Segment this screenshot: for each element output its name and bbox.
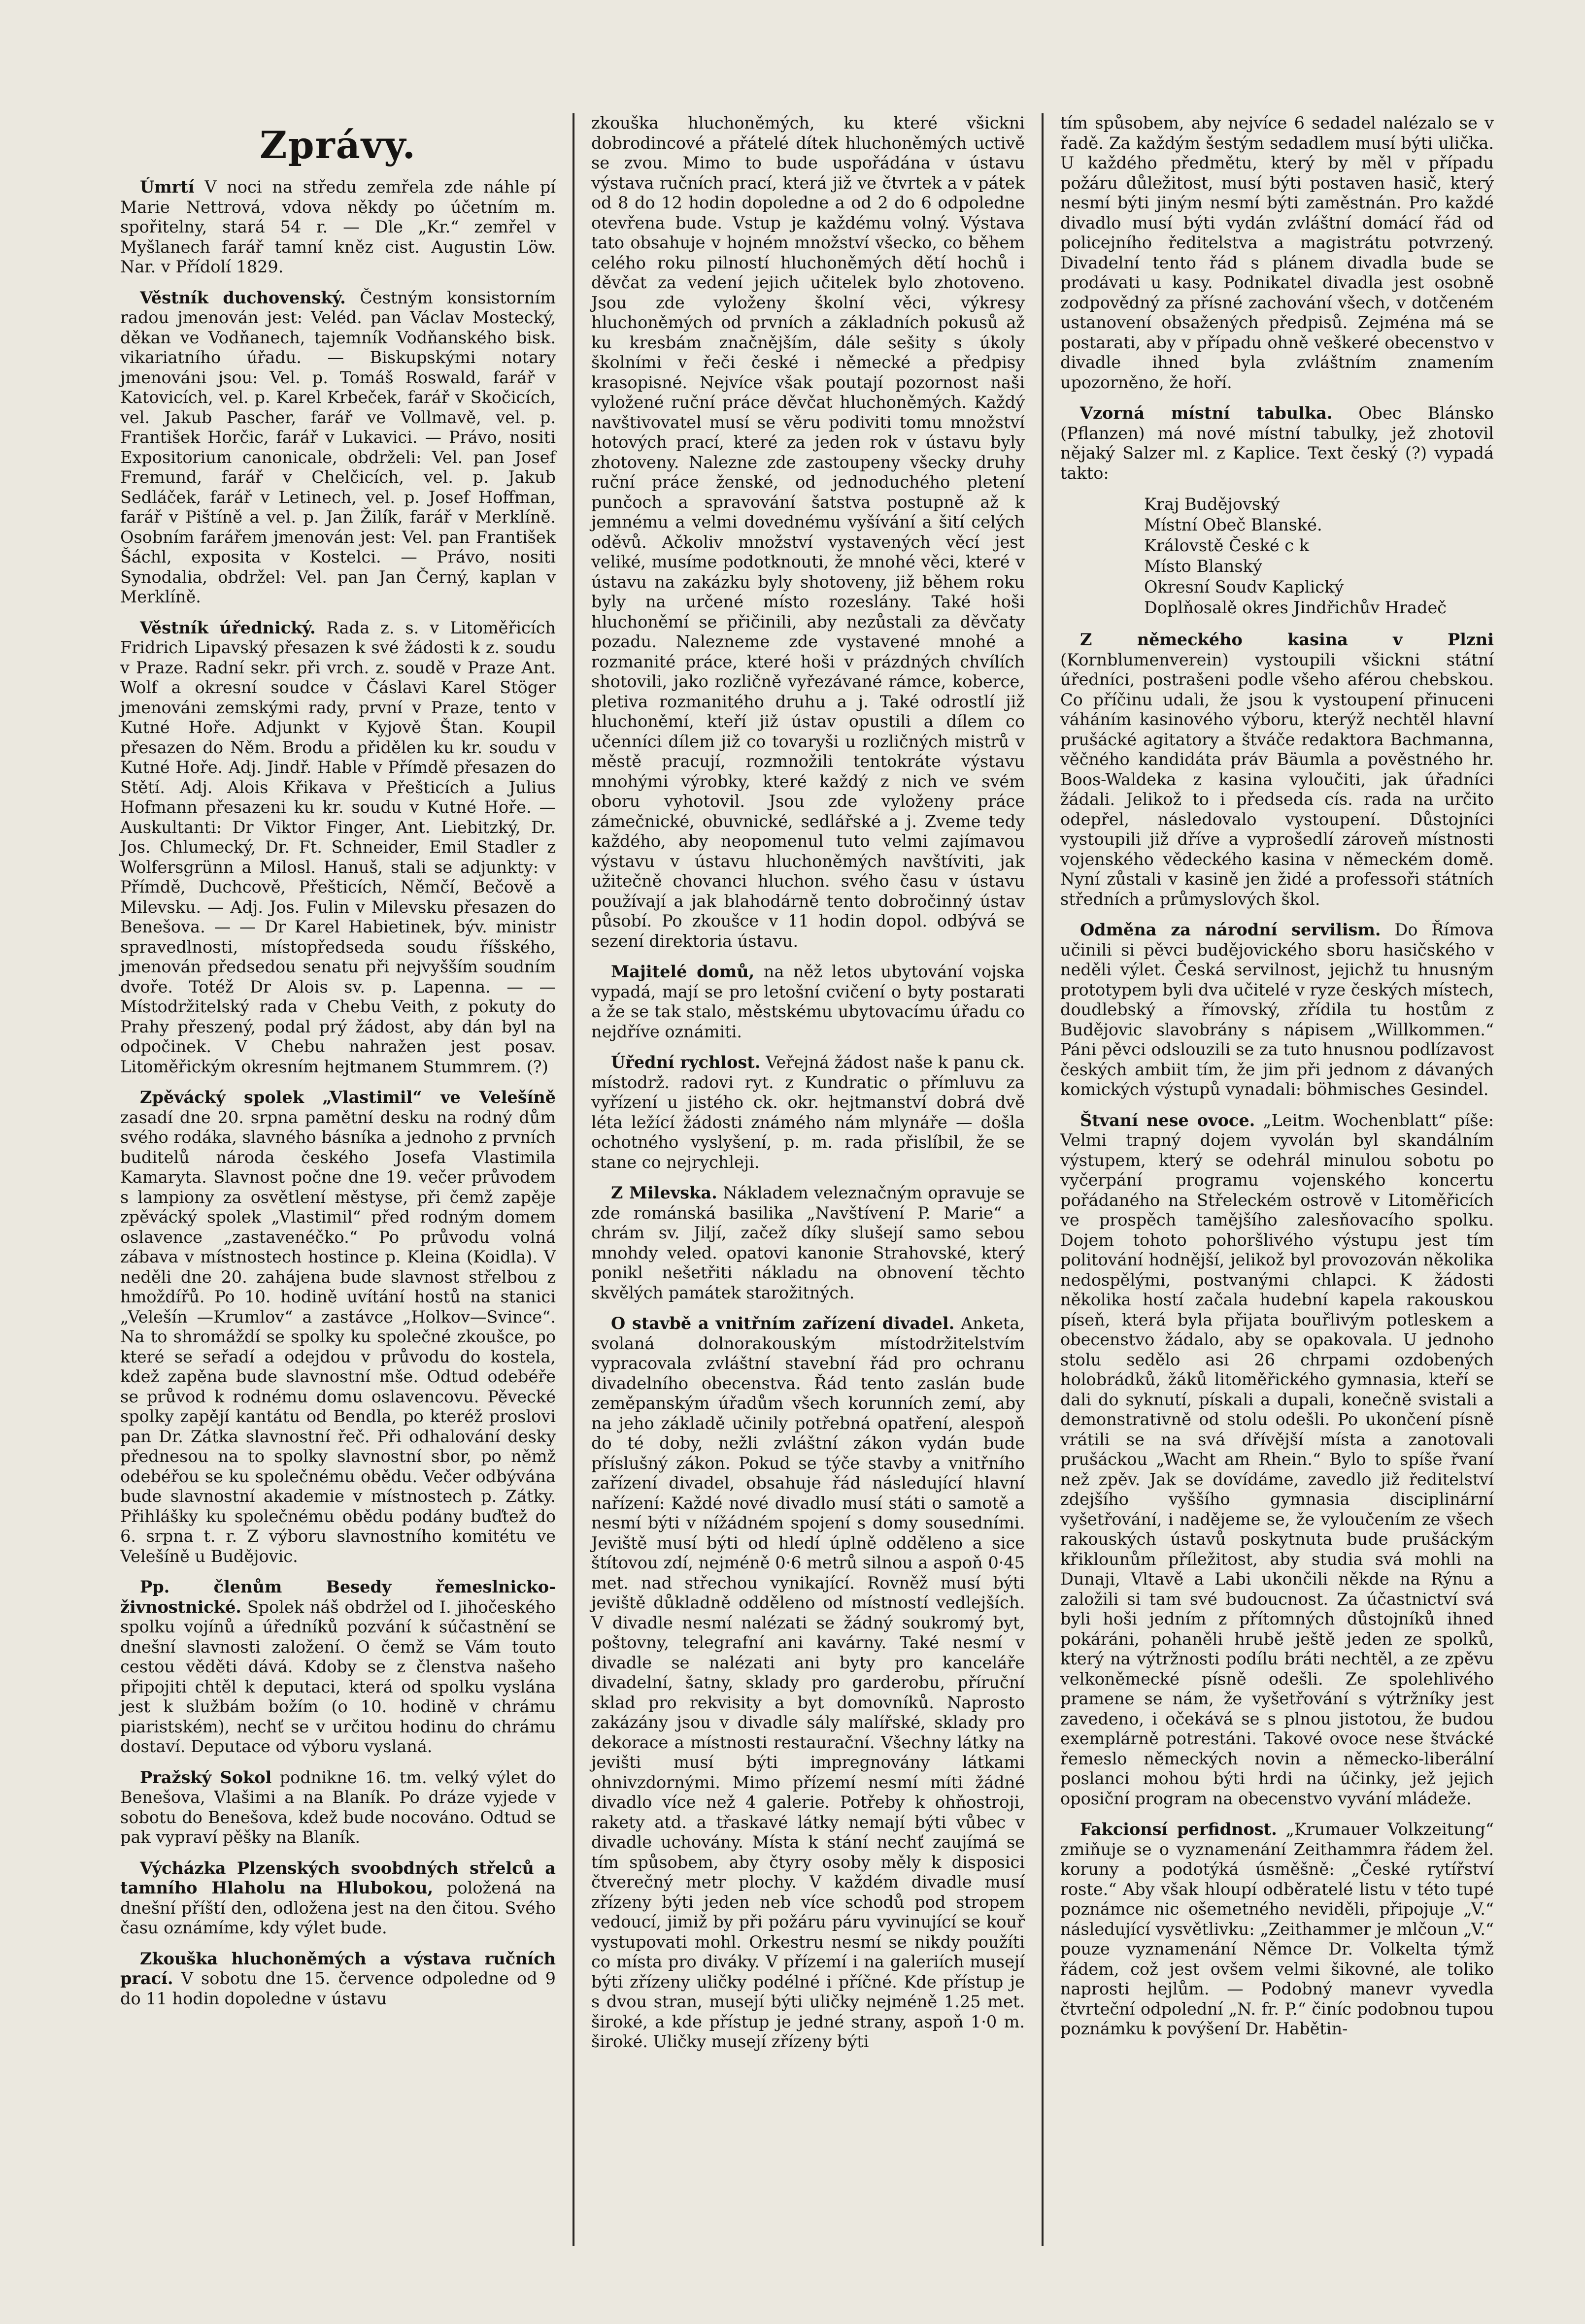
article-text: podnikne 16. tm. velký výlet do Benešova, Vlašimi a na Blaník. Po dráze vyjede v sobotu do Benešova, kdež bude nocováno. Odtud se pak vypraví pěšky na Blaník.	[120, 1767, 556, 1847]
sign-text-block	[1144, 494, 1494, 618]
article-heading: Zkouška hluchoněmých a výstava ručních prací.	[120, 1949, 556, 1988]
article-text: „Krumauer Volkzeitung“ zmiňuje se o vyznamenání Zeithammra řádem žel. koruny a podotýká úsměšně: „České rytířství roste.“ Aby však hloupí odběratelé listu v této tupé poznámce nic ošemetného neviděli, připojuje „V.“ následující vysvětlivku: „Zeithammer je mlčoun „V.“ pouze vyznamenání Němce Dr. Volkelta týmž řádem, což jest ovšem velmi šikovné, ale toliko naprosti hejlům. — Podobný manevr vyvedla čtvrteční odpolední „N. fr. P.“ činíc podobnou tupou poznámku k povýšení Dr. Habětin-	[1060, 1820, 1494, 2038]
column-3	[1042, 113, 1511, 2246]
article-text: V sobotu dne 15. července odpoledne od 9 do 11 hodin dopoledne v ústavu	[120, 1969, 556, 2008]
article-heading: Úmrtí	[140, 177, 195, 197]
article-heading: O stavbě a vnitřním zařízení divadel.	[611, 1314, 955, 1333]
article-paragraph	[591, 1314, 1025, 2052]
article-text: na něž letos ubytování vojska vypadá, mají se pro letošní cvičení o byty postarati a že se tak stalo, městskému ubytovacímu úřadu co nejdříve oznámiti.	[591, 962, 1025, 1041]
article-text: Spolek náš obdržel od I. jihočeského spolku vojínů a úředníků pozvání k súčastnění se dnešní slavnosti založení. O čemž se Vám touto cestou věděti dává. Kdoby se z členstva našeho připojiti chtěl k deputaci, která od spolku vyslána jest k službám božím (o 10. hodině v chrámu piaristském), nechť se v určitou hodinu do chrámu dostaví. Deputace od výboru vyslaná.	[120, 1597, 556, 1756]
article-paragraph	[591, 962, 1025, 1042]
article-text: Čestným konsistorním radou jmenován jest: Veléd. pan Václav Mostecký, děkan ve Vodňanech, tajemník Vodňanského bisk. vikariatního úřadu. — Biskupskými notary jmenováni jsou: Vel. p. Tomáš Roswald, farář v Katovicích, vel. p. Karel Krbeček, farář v Skočicích, vel. Jakub Pascher, farář ve Vollmavě, vel. p. František Horčic, farář v Lukavici. — Právo, nositi Expositorium canonicale, obdrželi: Vel. pan Josef Fremund, farář v Chelčicích, vel. p. Jakub Sedláček, farář v Letinech, vel. p. Josef Hoffman, farář v Pištíně a vel. p. Jan Žilík, farář v Merklíně. Osobním farářem jmenován jest: Vel. pan František Šáchl, exposita v Kostelci. — Právo, nositi Synodalia, obdržel: Vel. pan Jan Černý, kaplan v Merklíně.	[120, 288, 556, 606]
sign-text-line: Doplňosalě okres Jindřichův Hradeč	[1144, 598, 1447, 617]
article-text: tím spůsobem, aby nejvíce 6 sedadel nalézalo se v řadě. Za každým šestým sedadlem musí býti ulička. U každého předmětu, který by měl v případu požáru důležitost, musí býti postaven hasič, který nesmí býti jiným nesmí býti zaměstnán. Pro každé divadlo musí býti vydán zvláštní domácí řád od policejního ředitelstva a magistrátu potvrzený. Divadelní tento řád s plánem divadla bude se prodávati u kasy. Podnikatel divadla jest osobně zodpovědný za přísné zachování všech, v dotčeném ustanovení obsažených předpisů. Zejména má se postarati, aby v případu ohně veškeré obecenstvo v divadle ihned byla zvláštním znamením upozorněno, že hoří.	[1060, 113, 1494, 392]
article-text: zkouška hluchoněmých, ku které všickni dobrodincové a přátelé dítek hluchoněmých uctivě se zvou. Mimo to bude uspořádána v ústavu výstava ručních prací, která již ve čtvrtek a v pátek od 8 do 12 hodin dopoledne a od 2 do 6 odpoledne otevřena bude. Vstup je každému volný. Výstava tato obsahuje v hojném množství všecko, co během celého roku pilností hluchoněmých dětí hochů i děvčat za vedení jejich učitelek bylo zhotoveno. Jsou zde vyloženy školní věci, výkresy hluchoněmých od prvních a základních pokusů až ku kresbám značnějším, dále sešity s úkoly školními v řeči české i německé a předpisy krasopisné. Nejvíce však poutají pozornost naši vyložené ruční práce děvčat hluchoněmých. Každý navštivovatel musí se věru podiviti tomu množství hotových prací, které za jeden rok v ústavu byly zhotoveny. Nalezne zde zastoupeny všecky druhy ruční práce ženské, od jednoduchého pletení punčoch a spravování šatstva postupně až k jemnému a velmi dovednému vyšívání a šití celých oděvů. Ačkoliv množství vystavených věcí jest veliké, musíme podotknouti, že mnohé věci, které v ústavu na zakázku byly shotoveny, již během roku byly na určené místo rozeslány. Také hoši hluchoněmí se přičinili, aby nezůstali za děvčaty pozadu. Nalezneme zde vystavené mnohé a rozmanité práce, které hoši v prázdných chvílích shotovili, jako rozličně vyřezávané rámce, koberce, pletiva rozmanitého druhu a j. Také odrostlí již hluchoněmí, kteří již ústav opustili a dílem co učenníci dílem již co tovaryši u rozličných mistrů v městě pracují, rozmnožili tentokráte výstavu mnohými výrobky, které každý z nich ve svém oboru vyhotovil. Jsou zde vyloženy práce zámečnické, obuvnické, sedlářské a j. Zveme tedy každého, aby neopomenul tuto velmi zajímavou výstavu v ústavu hluchoněmých navštíviti, jak užitečně chovanci hluchon. svého času v ústavu používají a jak blahodárně tento dobročinný ústav působí. Po zkoušce v 11 hodin dopol. odbývá se sezení direktoria ústavu.	[591, 113, 1025, 951]
article-paragraph	[120, 1859, 556, 1938]
article-text: Nákladem veleznačným opravuje se zde románská basilika „Navštívení P. Marie“ a chrám sv. Jiljí, začež díky slušejí samo sebou mnohdy veled. opatovi kanonie Strahovské, který ponikl nešetřiti nákladu na obnovení těchto skvělých památek starožitných.	[591, 1183, 1025, 1302]
article-paragraph	[1060, 920, 1494, 1100]
article-heading: Pp. členům Besedy řemeslnicko-živnostnické.	[120, 1577, 556, 1617]
article-text: Anketa, svolaná dolnorakouským místodržitelstvím vypracovala zvláštní stavební řád pro ochranu divadelního obecenstva. Řád tento zaslán bude zeměpanským úřadům všech korunních zemí, aby na jeho základě učinily potřebná opatření, alespoň do té doby, nežli zvláštní zákon vydán bude příslušný zákon. Pokud se týče stavby a vnitřního zařízení divadel, obsahuje řád následující hlavní nařízení: Každé nové divadlo musí státi o samotě a nesmí býti v nížádném spojení s domy sousedními. Jeviště musí býti od hledí úplně odděleno a sice štítovou zdí, nejméně 0·6 metrů silnou a aspoň 0·45 met. nad střechou vynikající. Rovněž musí býti jeviště důkladně odděleno od místností vedlejších. V divadle nesmí nalézati se žádný soukromý byt, poštovny, telegrafní ani kavárny. Také nesmí v divadle se nalézati ani byty pro kanceláře divadelní, šatny, sklady pro garderobu, příruční sklad pro rekvisity a byt domovníků. Naprosto zakázány jsou v divadle sály malířské, sklady pro dekorace a místnosti restaurační. Všechny látky na jevišti musí býti impregnovány látkami ohnivzdornými. Mimo přízemí nesmí míti žádné divadlo více než 4 galerie. Potřeby k ohňostroji, rakety atd. a třaskavé látky nemají býti vůbec v divadle uchovány. Místa k stání nechť zaujímá se tím spůsobem, aby čtyry osoby měly k disposici čtverečný metr plochy. V každém divadle musí zřízeny býti jeden neb více schodů pod stropem vedoucí, jimiž by při požáru páru vyvinující se kouř vystupovati mohl. Orkestru nesmí se nikdy použíti co místa pro diváky. V přízemí i na galeriích musejí býti zřízeny uličky podélné i příčné. Kde přístup je s dvou stran, musejí býti uličky nejméně 1.25 met. široké, a kde přístup je jedné strany, aspoň 1·0 m. široké. Uličky musejí zřízeny býti	[591, 1314, 1025, 2051]
sign-text-line: Okresní Soudv Kaplický	[1144, 577, 1344, 597]
article-text: (Kornblumenverein) vystoupili všickni státní úředníci, postrašeni podle všeho aférou chebskou. Co příčinu udali, že jsou k vystoupení přinuceni váháním kasinového výboru, kterýž nechtěl hlavní prušácké agitatory a štváče redaktora Bachmanna, věčného kandidáta práv Bäumla a pověstného hr. Boos-Waldeka z kasina vyloučiti, jak úřadníci žádali. Jelikož to i předseda cís. rada na určito odepřel, následovalo vystoupení. Důstojníci vystoupili již dříve a vyprošedlí zároveň místnosti vojenského vědeckého kasina v německém domě. Nyní zůstali v kasině jen židé a professoři státních středních a průmyslových škol.	[1060, 650, 1494, 909]
article-paragraph	[591, 1183, 1025, 1303]
article-paragraph	[120, 1088, 556, 1566]
article-heading: Fakcionsí perfidnost.	[1080, 1820, 1277, 1839]
article-paragraph	[591, 1053, 1025, 1172]
sign-text-line: Místní Obeč Blanské.	[1144, 515, 1322, 534]
column-2	[573, 113, 1042, 2246]
article-heading: Věstník duchovenský.	[140, 288, 346, 307]
article-paragraph	[1060, 403, 1494, 483]
article-paragraph	[1060, 1820, 1494, 2039]
article-paragraph	[120, 288, 556, 607]
article-text: zasadí dne 20. srpna pamětní desku na rodný dům svého rodáka, slavného básníka a jednoho z prvních buditelů národa českého Josefa Vlastimila Kamaryta. Slavnost počne dne 19. večer průvodem s lampiony za osvětlení městyse, při čemž zapěje zpěvácký spolek „Vlastimil“ před rodným domem oslavence „zastavenéčko.“ Po průvodu volná zábava v místnostech hostince p. Kleina (Koidla). V neděli dne 20. zahájena bude slavnost střelbou z hmoždířů. Po 10. hodině uvítání hostů na stanici „Velešín —Krumlov“ a zastávce „Holkov—Svince“. Na to shromáždí se spolky ku společné zkoušce, po které se seřadí a odejdou v průvodu do kostela, kdež zapěna bude slavnostní mše. Odtud odebéře se průvod k rodnému domu oslavencovu. Pěvecké spolky zapějí kantátu od Bendla, po kteréž proslovi pan Dr. Zátka slavnostní řeč. Při odhalování desky přednesou na to spolky slavnostní sbor, po němž odebéřou se ku společnému obědu. Večer odbývána bude slavnostní akademie v místnostech p. Zátky. Přihlášky ku společnému obědu podány buďtež do 6. srpna t. r. Z výboru slavnostního komitétu ve Velešíně u Budějovic.	[120, 1107, 556, 1566]
article-text: Rada z. s. v Litoměřicích Fridrich Lipavský přesazen k své žádosti k z. soudu v Praze. Radní sekr. při vrch. z. soudě v Praze Ant. Wolf a okresní soudce v Čáslavi Karel Stöger jmenováni zemskými rady, první v Praze, tento v Kutné Hoře. Adjunkt v Kyjově Štan. Koupil přesazen do Něm. Brodu a přidělen ku kr. soudu v Kutné Hoře. Adj. Jindř. Hable v Přímdě přesazen do Stětí. Adj. Alois Křikava v Přešticích a Julius Hofmann přesazeni ku kr. soudu v Kutné Hoře. — Auskultanti: Dr Viktor Finger, Ant. Liebitzký, Dr. Jos. Chlumecký, Dr. Ft. Schneider, Emil Stadler z Wolfersgrünn a Milosl. Hanuš, stali se adjunkty: v Přímdě, Duchcově, Přešticích, Němčí, Bečově a Milevsku. — Adj. Jos. Fulin v Milevsku přesazen do Benešova. — — Dr Karel Habietinek, býv. ministr spravedlnosti, místopředseda soudu říšského, jmenován předsedou senatu při nejvyšším soudním dvoře. Totéž Dr Alois sv. p. Lapenna. — — Místodržitelský rada v Chebu Veith, z pokuty do Prahy přeszený, podal prý žádost, aby dán byl na odpočinek. V Chebu nahražen jest posav. Litoměřickým okresním hejtmanem Stummrem. (?)	[120, 618, 556, 1076]
article-heading: Věstník úřednický.	[140, 618, 316, 637]
article-paragraph	[120, 618, 556, 1077]
article-paragraph	[120, 1949, 556, 2009]
sign-text-line: Kraj Budějovský	[1144, 495, 1280, 514]
article-paragraph	[120, 1577, 556, 1757]
article-heading: Pražský Sokol	[140, 1767, 272, 1787]
article-heading: Z německého kasina v Plzni	[1080, 630, 1494, 649]
article-heading: Výcházka Plzenských svoobdných střelců a tamního Hlaholu na Hlubokou,	[120, 1858, 556, 1897]
article-paragraph	[591, 113, 1025, 951]
article-heading: Zpěvácký spolek „Vlastimil“ ve Velešíně	[140, 1088, 556, 1107]
article-text: položená na dnešní příští den, odložena jest na den čitou. Svého času oznámíme, kdy výlet bude.	[120, 1878, 556, 1937]
article-heading: Úřední rychlost.	[611, 1053, 761, 1072]
article-text: Veřejná žádost naše k panu ck. místodrž. radovi ryt. z Kundratic o přímluvu za vyřízení u jistého ck. okr. hejtmanství dobrá dvě léta ležící žádosti známého nám mlynáře — došla ochotného vyslyšení, p. m. rada přislíbil, že se stane co nejrychleji.	[591, 1053, 1025, 1172]
article-heading: Štvaní nese ovoce.	[1080, 1110, 1255, 1130]
article-heading: Vzorná místní tabulka.	[1080, 403, 1333, 423]
article-paragraph	[120, 177, 556, 277]
article-text: V noci na středu zemřela zde náhle pí Marie Nettrová, vdova někdy po účetním m. spořitelny, stará 54 r. — Dle „Kr.“ zemřel v Myšlanech farář tamní kněz cist. Augustin Löw. Nar. v Přídolí 1829.	[120, 177, 556, 276]
section-title: Zprávy.	[260, 123, 416, 167]
article-text: „Leitm. Wochenblatt“ píše: Velmi trapný dojem vyvolán byl skandálním výstupem, který se odehrál minulou sobotu po vyčerpání programu vojenského koncertu pořádaného na Střeleckém ostrově v Litoměřicích ve prospěch tamějšího zalesňovacího spolku. Dojem tohoto pohoršlivého výstupu jest tím politování hodnější, jelikož byl provozován několika nedospělými, postvanými chlapci. K žádosti několika hostí začala hudební kapela rakouskou píseň, která byla přijata bouřlivým potleskem a obecenstvo žádalo, aby se opakovala. U jednoho stolu sedělo asi 26 chrpami ozdobených holobrádků, žáků litoměřického gymnasia, kteří se dali do syknutí, pískali a dupali, konečně svistali a demonstrativně od stolu odešli. Po ukončení písně vrátili se na svá dřívější místa a zanotovali prušáckou „Wacht am Rhein.“ Bylo to spíše řvaní než zpěv. Jak se dovídáme, zavedlo již ředitelství zdejšího vyššího gymnasia disciplinární vyšetřování, i nadějeme se, že vyloučením ze všech rakouských ústavů poskytnuta bude prušáckým křiklounům příležitost, aby studia svá mohli na Dunaji, Vltavě a Labi ukončili někde na Rýnu a založili si tam své budoucnost. Za účastnictví svá byli hoši jedním z přítomných důstojníků ihned pokáráni, pohaněli hrubě ještě jeden ze spolků, který na výtržnosti podílu bráti nechtěl, a ze zpěvu velkoněmecké písně odešli. Ze spolehlivého pramene se nám, že vyšetřování s výtržníky jest zavedeno, i očekává se s plnou jistotou, že budou exemplárně potrestáni. Takové ovoce nese štvácké řemeslo německých novin a německo-liberální poslanci mohou býti hrdi na účinky, jež jejich oposiční program na obecenstvo vyvání mládeže.	[1060, 1110, 1494, 1808]
columns	[103, 113, 1511, 2246]
article-paragraph	[1060, 113, 1494, 393]
sign-text-line: Místo Blanský	[1144, 557, 1262, 576]
column-1	[103, 113, 573, 2246]
sign-text-line: Královstě České c k	[1144, 536, 1310, 555]
article-paragraph	[1060, 1111, 1494, 1809]
article-paragraph	[1060, 630, 1494, 909]
article-heading: Z Milevska.	[611, 1183, 717, 1202]
article-text: Obec Blánsko (Pflanzen) má nové místní tabulky, jež zhotovil nějaký Salzer ml. z Kaplice. Text český (?) vypadá takto:	[1060, 403, 1494, 483]
article-text: Do Římova učinili si pěvci budějovického sboru hasičského v neděli výlet. Česká servilnost, jejichž tu hnusným prototypem byli dva učitelé v ryze českých místech, doudlebský a římovský, zřídila tu hostům z Budějovic slavobrány s nápisem „Willkommen.“ Páni pěvci odslouzili se za tuto hnusnou podlízavost českých ambiit tím, že jim při jednom z dávaných komických výstupů vynadali: böhmisches Gesindel.	[1060, 920, 1494, 1099]
article-paragraph	[120, 1768, 556, 1848]
article-heading: Odměna za národní servilism.	[1080, 920, 1381, 939]
article-heading: Majitelé domů,	[611, 962, 755, 981]
